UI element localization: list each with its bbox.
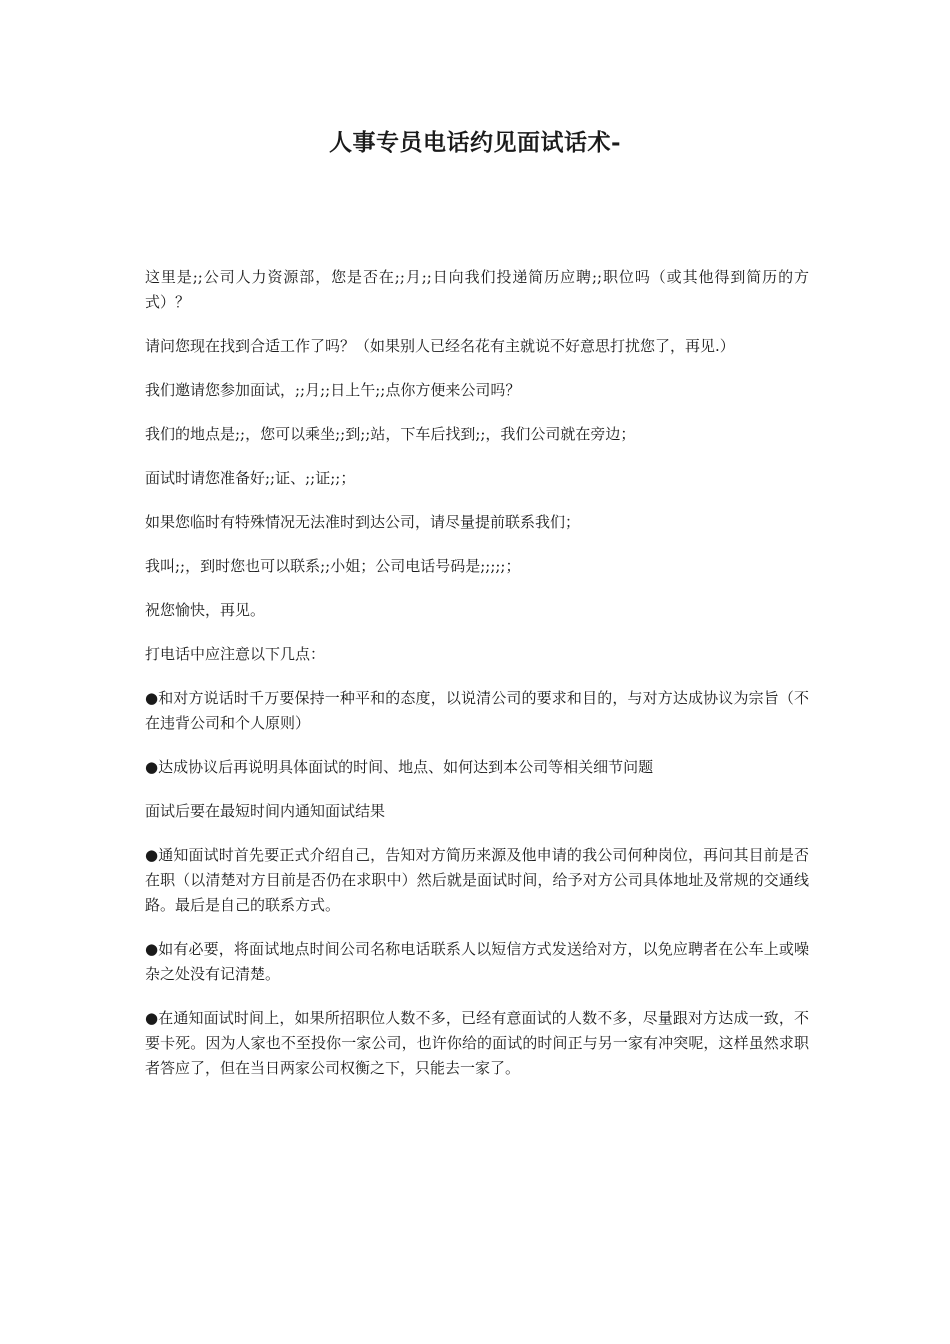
paragraph-notify-result: 面试后要在最短时间内通知面试结果 bbox=[145, 802, 386, 820]
paragraph-contact-in-advance: 如果您临时有特殊情况无法准时到达公司，请尽量提前联系我们； bbox=[145, 513, 581, 531]
bullet-details-after-agreement: ●达成协议后再说明具体面试的时间、地点、如何达到本公司等相关细节问题 bbox=[145, 758, 654, 776]
paragraph-job-status-question: 请问您现在找到合适工作了吗？（如果别人已经名花有主就说不好意思打扰您了，再见.） bbox=[145, 337, 735, 355]
paragraph-intro-question: 这里是;;公司人力资源部，您是否在;;月;;日向我们投递简历应聘;;职位吗（或其他得到简历的方式）？ bbox=[145, 268, 809, 311]
bullet-sms-notice: ●如有必要，将面试地点时间公司名称电话联系人以短信方式发送给对方，以免应聘者在公车上或噪杂之处没有记清楚。 bbox=[145, 940, 809, 983]
document-title: 人事专员电话约见面试话术- bbox=[328, 129, 622, 156]
paragraph-location: 我们的地点是;;，您可以乘坐;;到;;站，下车后找到;;，我们公司就在旁边； bbox=[145, 425, 636, 443]
paragraph-interview-invitation: 我们邀请您参加面试，;;月;;日上午;;点你方便来公司吗？ bbox=[145, 381, 521, 399]
paragraph-documents: 面试时请您准备好;;证、;;证;;； bbox=[145, 469, 356, 487]
paragraph-goodbye: 祝您愉快，再见。 bbox=[145, 601, 266, 619]
document-body bbox=[145, 265, 809, 1100]
bullet-attitude: ●和对方说话时千万要保持一种平和的态度，以说清公司的要求和目的，与对方达成协议为宗旨（不在违背公司和个人原则） bbox=[145, 689, 809, 732]
bullet-self-introduction: ●通知面试时首先要正式介绍自己，告知对方简历来源及他申请的我公司何种岗位，再问其目前是否在职（以清楚对方目前是否仍在求职中）然后就是面试时间，给予对方公司具体地址及常规的交通线路。最后是自己的联系方式。 bbox=[145, 846, 809, 914]
paragraph-contact-info: 我叫;;，到时您也可以联系;;小姐；公司电话号码是;;;;;； bbox=[145, 557, 521, 575]
bullet-flexible-time: ●在通知面试时间上，如果所招职位人数不多，已经有意面试的人数不多，尽量跟对方达成一致，不要卡死。因为人家也不至投你一家公司，也许你给的面试的时间正与另一家有冲突呢，这样虽然求职者答应了，但在当日两家公司权衡之下，只能去一家了。 bbox=[145, 1009, 809, 1077]
paragraph-notes-heading: 打电话中应注意以下几点： bbox=[145, 645, 326, 663]
